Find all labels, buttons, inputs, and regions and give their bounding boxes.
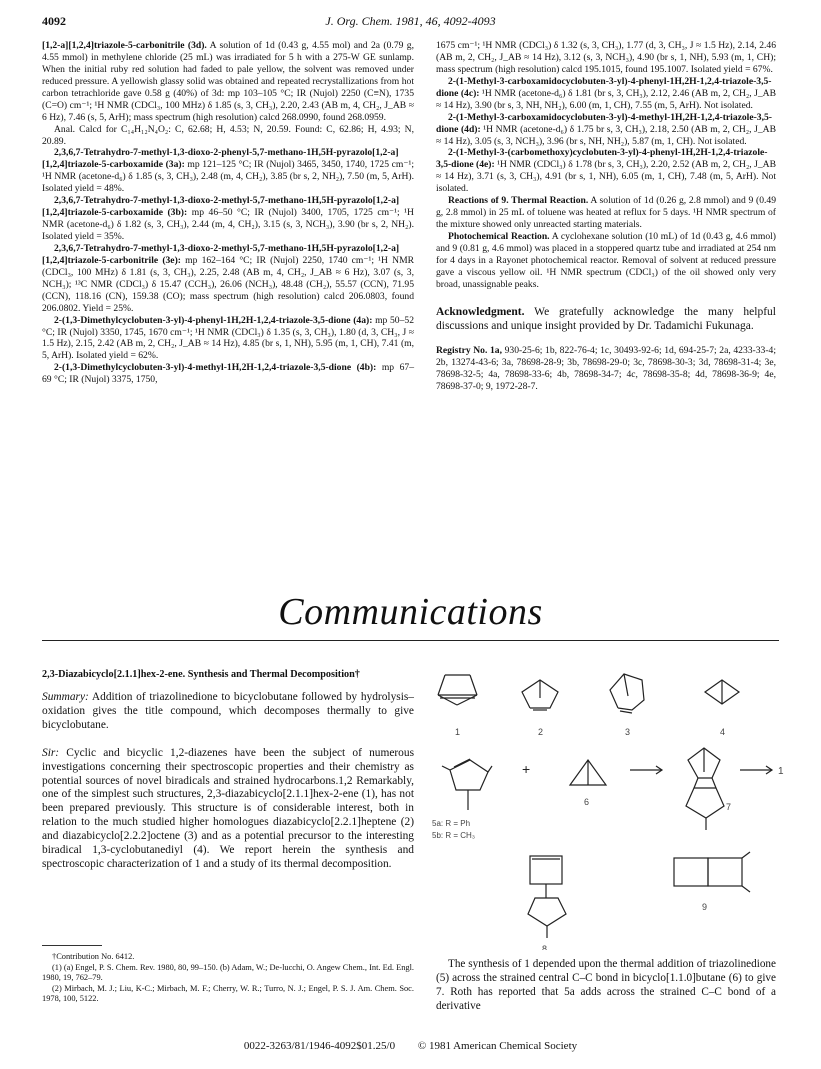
label-5b: 5b: R = CH₃ — [432, 831, 476, 840]
label-8: 8 — [542, 944, 548, 950]
footnote: (2) Mirbach, M. J.; Liu, K-C.; Mirbach, M. F.; Cherry, W. R.; Turro, N. J.; Engel, P. S. J. Am. Chem. Soc. 1978, 100, 5122. — [42, 983, 414, 1004]
experimental-paragraph: 2,3,6,7-Tetrahydro-7-methyl-1,3-dioxo-2-phenyl-5,7-methano-1H,5H-pyrazolo[1,2-a][1,2,4]triazole-5-carboxamide (3a): mp 121–125 °C; IR (Nujol) 3465, 3450, 1740, 1725 cm⁻¹; ¹H NMR (acetone-d₆) δ 1.85 (s, 3, CH₃), 2.48 (m, 4, CH₂), 3.85 (br s, 2, NH₂), 7.50 (m, 5, ArH). Isolated yield = 48%. — [42, 147, 414, 195]
footnotes — [42, 952, 414, 1005]
experimental-paragraph: 2-(1-Methyl-3-carboxamidocyclobuten-3-yl)-4-methyl-1H,2H-1,2,4-triazole-3,5-dione (4d): ¹H NMR (acetone-d₆) δ 1.75 br s, 3, CH₃), 2.18, 2.50 (AB m, 2, CH₂, J_AB ≈ 14 Hz), 3.05 (s, 3, NCH₃), 3.96 (br s, NH, NH₂), 5.87 (m, 1, CH). Not isolated. — [436, 111, 776, 147]
copyright: © 1981 American Chemical Society — [417, 1040, 578, 1052]
journal-citation: J. Org. Chem. 1981, 46, 4092-4093 — [325, 14, 496, 28]
page-footer — [42, 1040, 779, 1052]
registry-numbers: Registry No. 1a, 930-25-6; 1b, 822-76-4; 1c, 30493-92-6; 1d, 694-25-7; 2a, 4233-33-4; 2b, 13274-43-6; 3a, 78698-28-9; 3b, 78698-29-0; 3c, 78698-30-3; 3d, 78698-31-4; 3e, 78698-32-5; 4a, 78698-33-6; 4b, 78698-34-7; 4c, 78698-35-8; 4d, 78698-36-9; 4e, 78698-37-0; 9, 1972-28-7. — [436, 345, 776, 393]
experimental-paragraph: Photochemical Reaction. A cyclohexane solution (10 mL) of 1d (0.43 g, 4.6 mmol) and 9 (0.81 g, 4.6 mmol) was placed in a stoppered quartz tube and irradiated at 254 nm for 4 days in a Rayonet photochemical reactor. Removal of solvent at reduced pressure gave a viscous yellow oil. ¹H NMR spectrum (CDCl₃) of the oil showed only very broad, unassignable peaks. — [436, 231, 776, 290]
experimental-paragraph: 2-(1,3-Dimethylcyclobuten-3-yl)-4-phenyl-1H,2H-1,2,4-triazole-3,5-dione (4a): mp 50–52 °C; IR (Nujol) 3350, 1745, 1670 cm⁻¹; ¹H NMR (CDCl₃) δ 1.35 (s, 3, CH₃), 1.80 (d, 3, CH₃, J ≈ 1.5 Hz), 2.15, 2.42 (AB m, 2, CH₂, J_AB ≈ 14 Hz), 4.85 (br s, 1, NH), 5.95 (m, 1, CH), 7.41 (m, 5, ArH). Isolated yield = 62%. — [42, 314, 414, 362]
experimental-paragraph: 2,3,6,7-Tetrahydro-7-methyl-1,3-dioxo-2-methyl-5,7-methano-1H,5H-pyrazolo[1,2-a][1,2,4]triazole-5-carbonitrile (3e): mp 162–164 °C; IR (Nujol) 2250, 1740 cm⁻¹; ¹H NMR (CDCl₃, 100 MHz) δ 1.81 (s, 3, CH₃), 2.25, 2.48 (AB m, 4, CH₂, J_AB ≈ 6 Hz), 3.07 (s, 3, NCH₃); ¹³C NMR (CDCl₃) δ 15.47 (CCH₃), 26.06 (NCH₃), 48.48 (CH₂), 55.57 (CCN), 71.95 (CCN), 118.16 (CN), 159.38 (CO); mass spectrum (high resolution) calcd 206.0803, found 206.0802. Yield = 25%. — [42, 242, 415, 314]
page-header — [42, 14, 779, 34]
experimental-paragraph: 2,3,6,7-Tetrahydro-7-methyl-1,3-dioxo-2-methyl-5,7-methano-1H,5H-pyrazolo[1,2-a][1,2,4]triazole-5-carboxamide (3b): mp 46–50 °C; IR (Nujol) 3400, 1705, 1725 cm⁻¹; ¹H NMR (acetone-d₆) δ 1.82 (s, 3, CH₃), 2.44 (m, 4, CH₂), 3.15 (s, 3, NCH₃), 3.90 (br s, 2, NH₂). Isolated yield = 35%. — [42, 195, 414, 242]
article-title: 2,3-Diazabicyclo[2.1.1]hex-2-ene. Synthesis and Thermal Decomposition† — [42, 669, 360, 680]
experimental-paragraph: 2-(1-Methyl-3-(carbomethoxy)cyclobuten-3-yl)-4-phenyl-1H,2H-1,2,4-triazole-3,5-dione (4e): ¹H NMR (CDCl₃) δ 1.78 (br s, 3, CH₃), 2.20, 2.52 (AB m, 2, CH₂, J_AB ≈ 14 Hz), 3.71 (s, 3, CH₃), 4.91 (br s, 1, NH), 6.05 (m, 1, CH), 7.48 (m, 5, ArH). Not isolated. — [436, 147, 776, 195]
chemical-structures-scheme — [430, 660, 790, 950]
acknowledgment: Acknowledgment. We gratefully acknowledge the many helpful discussions and unique insight provided by Dr. Tadamichi Fukunaga. — [436, 305, 776, 333]
section-heading: Communications — [278, 591, 543, 633]
experimental-paragraph: 1675 cm⁻¹; ¹H NMR (CDCl₃) δ 1.32 (s, 3, CH₃), 1.77 (d, 3, CH₃, J ≈ 1.5 Hz), 2.14, 2.46 (AB m, 2, CH₂, J_AB ≈ 14 Hz), 3.12 (s, 3, NCH₃), 4.90 (br s, 1, NH), 5.93 (m, 1, CH); mass spectrum (high resolution) calcd 195.1015, found 195.1007. Isolated yield = 67%. — [436, 40, 776, 75]
footnote: †Contribution No. 6412. — [52, 952, 135, 961]
right-column — [436, 40, 776, 393]
experimental-paragraph: Anal. Calcd for C₁₄H₁₂N₄O₂: C, 62.68; H, 4.53; N, 20.59. Found: C, 62.86; H, 4.93; N, 20.89. — [42, 123, 414, 147]
section-rule — [42, 640, 779, 641]
label-7: 7 — [726, 802, 732, 812]
structure-3 — [610, 674, 644, 713]
page-number: 4092 — [42, 14, 66, 28]
structure-9 — [674, 852, 750, 892]
issn-code: 0022-3263/81/1946-4092$01.25/0 — [243, 1040, 396, 1052]
experimental-paragraph: [1,2-a][1,2,4]triazole-5-carbonitrile (3d). A solution of 1d (0.43 g, 4.55 mol) and 2a (0.79 g, 4.55 mmol) in methylene chloride (25 mL) was irradiated for 5 h with a 275-W GE sunlamp. When the initial ruby red solution had faded to pale yellow, the solvent was removed under reduced pressure. A yellowish glassy solid was obtained and repeated recrystallizations from hot carbon tetrachloride gave 0.58 g (40%) of 3d: mp 103–105 °C; IR (Nujol) 2250 (C≡N), 1735 (C=O) cm⁻¹; ¹H NMR (CDCl₃, 100 MHz) δ 1.85 (s, 3, CH₃), 2.20, 2.43 (AB m, 4, CH₂, J_AB ≈ 6 Hz), 7.46 (s, 5, ArH); mass spectrum (high resolution) calcd 268.0990, found 268.0959. — [42, 40, 414, 123]
label-6: 6 — [584, 797, 590, 807]
structure-4 — [705, 680, 739, 704]
article-body: Sir: Cyclic and bicyclic 1,2-diazenes have been the subject of numerous investigations concerning their spectroscopic properties and their chemistry as potential sources of novel biradicals and strained hydrocarbons.1,2 Remarkably, one of the simplest such structures, 2,3-diazabicyclo[2.1.1]hex-2-ene (1), has not been prepared previously. This structure is of considerable interest, both in relation to the much studied higher homologues diazabicyclo[2.2.1]heptene (2) and diazabicyclo[2.2.2]octene (3) and as a potential precursor to the interesting biradical 1,3-cyclobutanediyl (4). We report herein the synthesis and spectroscopic characterization of 1 and a study of its thermal decomposition. — [42, 746, 414, 871]
label-5a: 5a: R = Ph — [432, 819, 471, 828]
arrow-target-label: 1 — [778, 766, 784, 777]
experimental-paragraph: Reactions of 9. Thermal Reaction. A solution of 1d (0.26 g, 2.8 mmol) and 9 (0.49 g, 2.8 mmol) in 25 mL of toluene was heated at reflux for 5 days. ¹H NMR spectrum of the mixture showed only unreacted starting materials. — [436, 195, 776, 231]
structure-8 — [528, 856, 566, 938]
communication-article — [42, 668, 414, 872]
structure-5 — [442, 759, 492, 810]
experimental-paragraph: 2-(1,3-Dimethylcyclobuten-3-yl)-4-methyl-1H,2H-1,2,4-triazole-3,5-dione (4b): mp 67–69 °C; IR (Nujol) 3375, 1750, — [42, 362, 414, 386]
structure-7 — [686, 748, 724, 830]
label-4: 4 — [720, 727, 726, 737]
structure-6 — [570, 760, 606, 785]
article-body-continued: The synthesis of 1 depended upon the thermal addition of triazolinedione (5) across the strained central C–C bond in bicyclo[1.1.0]butane (6) to give 7. Roth has reported that 5a adds across the strained C–C bond of a derivative — [436, 958, 776, 1012]
experimental-paragraph: 2-(1-Methyl-3-carboxamidocyclobuten-3-yl)-4-phenyl-1H,2H-1,2,4-triazole-3,5-dione (4c): ¹H NMR (acetone-d₆) δ 1.81 (br s, 3, CH₃), 2.12, 2.46 (AB m, 2, CH₂, J_AB ≈ 14 Hz), 3.90 (br s, 3, NH, NH₂), 6.00 (m, 1, CH), 7.55 (m, 5, ArH). Not isolated. — [436, 75, 776, 111]
structure-1 — [438, 675, 477, 705]
article-summary: Summary: Addition of triazolinedione to bicyclobutane followed by hydrolysis–oxidation gives the title compound, which decomposes thermally to give bicyclobutane. — [42, 691, 414, 731]
footnote-rule — [42, 945, 102, 946]
label-2: 2 — [538, 727, 544, 737]
label-9: 9 — [702, 902, 708, 912]
structures-svg — [430, 660, 790, 950]
left-column — [42, 40, 414, 386]
structure-2 — [522, 680, 558, 710]
footnote: (1) (a) Engel, P. S. Chem. Rev. 1980, 80, 99–150. (b) Adam, W.; De-lucchi, O. Angew Chem., Int. Ed. Engl. 1980, 19, 762–79. — [42, 962, 414, 983]
label-3: 3 — [625, 727, 631, 737]
plus-sign: + — [522, 761, 531, 777]
label-1: 1 — [455, 727, 461, 737]
